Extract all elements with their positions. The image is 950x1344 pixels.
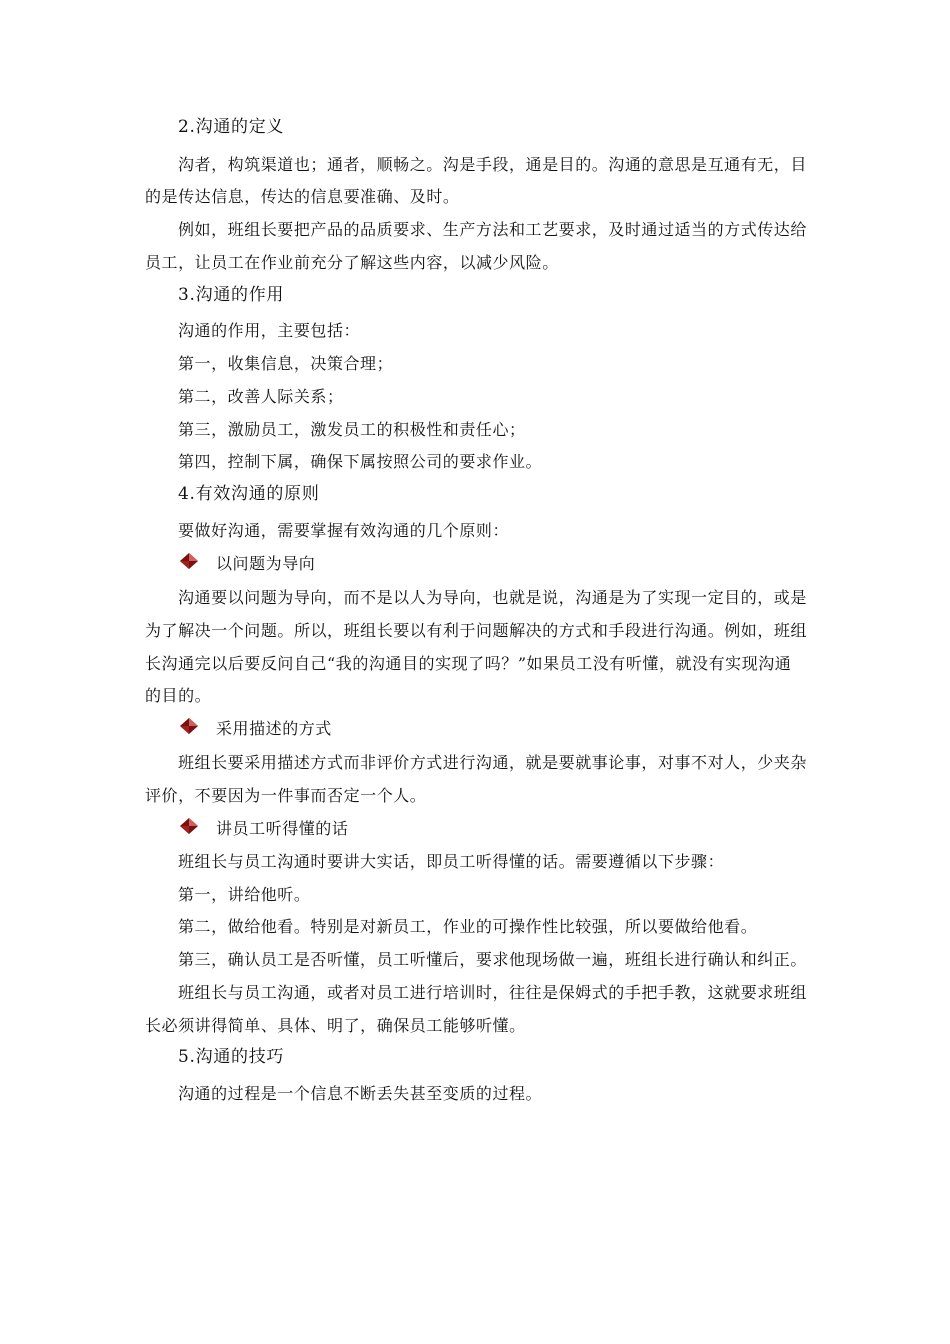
list-item: 第二，改善人际关系； — [178, 387, 344, 406]
section-heading-principles: 4.有效沟通的原则 — [178, 484, 320, 504]
principle-descriptive: 采用描述的方式 — [216, 719, 332, 738]
paragraph-line: 要做好沟通，需要掌握有效沟通的几个原则： — [178, 521, 510, 540]
diamond-bullet-icon — [180, 553, 198, 569]
diamond-bullet-icon — [180, 718, 198, 734]
paragraph-line: 长必须讲得简单、具体、明了，确保员工能够听懂。 — [145, 1016, 526, 1035]
paragraph-line: 例如，班组长要把产品的品质要求、生产方法和工艺要求，及时通过适当的方式传达给 — [178, 220, 807, 239]
paragraph-line: 员工，让员工在作业前充分了解这些内容，以减少风险。 — [145, 253, 559, 272]
section-heading-definition: 2.沟通的定义 — [178, 117, 285, 137]
paragraph-line: 沟通要以问题为导向，而不是以人为导向，也就是说，沟通是为了实现一定目的，或是 — [178, 588, 807, 607]
section-heading-function: 3.沟通的作用 — [178, 285, 285, 305]
diamond-bullet-icon — [180, 818, 198, 834]
paragraph-line: 班组长与员工沟通时要讲大实话，即员工听得懂的话。需要遵循以下步骤： — [178, 852, 725, 871]
list-item: 第三，确认员工是否听懂，员工听懂后，要求他现场做一遍，班组长进行确认和纠正。 — [178, 950, 807, 969]
paragraph-line: 为了解决一个问题。所以，班组长要以有利于问题解决的方式和手段进行沟通。例如，班组 — [145, 621, 808, 640]
paragraph-line: 评价，不要因为一件事而否定一个人。 — [145, 786, 427, 805]
paragraph-line: 沟通的过程是一个信息不断丢失甚至变质的过程。 — [178, 1084, 543, 1103]
principle-problem-oriented: 以问题为导向 — [216, 554, 316, 573]
list-item: 第四，控制下属，确保下属按照公司的要求作业。 — [178, 452, 543, 471]
principle-understandable: 讲员工听得懂的话 — [216, 819, 349, 838]
paragraph-line: 班组长要采用描述方式而非评价方式进行沟通，就是要就事论事，对事不对人，少夹杂 — [178, 753, 807, 772]
list-item: 第一，讲给他听。 — [178, 885, 311, 904]
paragraph-line: 班组长与员工沟通，或者对员工进行培训时，往往是保姆式的手把手教，这就要求班组 — [178, 983, 807, 1002]
paragraph-line: 的目的。 — [145, 686, 212, 705]
list-item: 第三，激励员工，激发员工的积极性和责任心； — [178, 420, 526, 439]
list-item: 第一，收集信息，决策合理； — [178, 354, 394, 373]
paragraph-line: 沟者，构筑渠道也；通者，顺畅之。沟是手段，通是目的。沟通的意思是互通有无，目 — [178, 155, 807, 174]
paragraph-line: 长沟通完以后要反问自己“我的沟通目的实现了吗？”如果员工没有听懂，就没有实现沟通 — [145, 654, 792, 673]
paragraph-line: 的是传达信息，传达的信息要准确、及时。 — [145, 187, 460, 206]
paragraph-line: 沟通的作用，主要包括： — [178, 321, 361, 340]
list-item: 第二，做给他看。特别是对新员工，作业的可操作性比较强，所以要做给他看。 — [178, 917, 758, 936]
section-heading-skills: 5.沟通的技巧 — [178, 1047, 285, 1067]
